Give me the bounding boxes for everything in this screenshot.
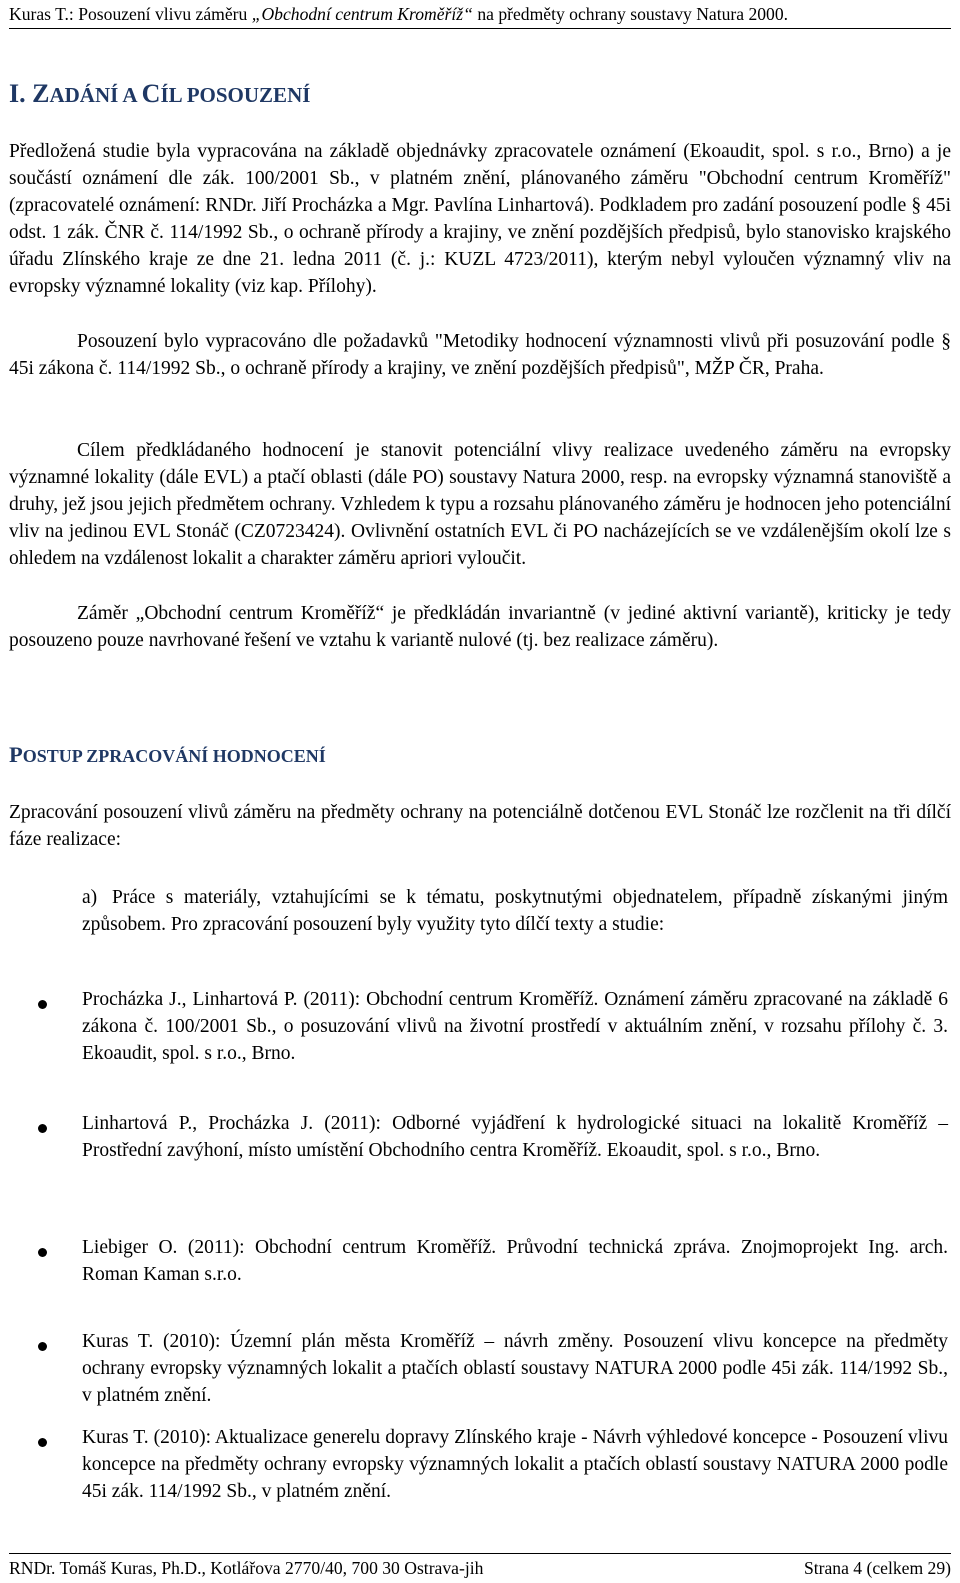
heading-smallcaps: ADÁNÍ A [49, 83, 142, 107]
heading-smallcaps: ÍL POSOUZENÍ [160, 83, 311, 107]
phase-a [82, 884, 948, 938]
paragraph-goal: Cílem předkládaného hodnocení je stanovit potenciální vlivy realizace uvedeného záměru na evropsky významné lokality (dále EVL) a ptačí oblasti (dále PO) soustavy Natura 2000, resp. na evropsky významná stanoviště a druhy, jež jsou jejich předmětem ochrany. Vzhledem k typu a rozsahu plánovaného záměru je hodnocen jeho potenciální vliv na jedinou EVL Stonáč (CZ0723424). Ovlivnění ostatních EVL či PO nacházejících se ve vzdálenějším okolí lze s ohledem na vzdálenost lokalit a charakter záměru apriori vyloučit. [9, 440, 951, 570]
reference-item: Liebiger O. (2011): Obchodní centrum Kroměříž. Průvodní technická zpráva. Znojmoprojekt Ing. arch. Roman Kaman s.r.o. [82, 1237, 948, 1286]
header-suffix: na předměty ochrany soustavy Natura 2000. [472, 4, 789, 24]
phase-a-label: a) [82, 887, 98, 908]
section-heading-1 [9, 76, 310, 113]
bullet-icon [38, 1342, 47, 1351]
paragraph-intro: Předložená studie byla vypracována na základě objednávky zpracovatele oznámení (Ekoaudit, spol. s r.o., Brno) a je součástí oznámení dle zák. 100/2001 Sb., v platném znění, plánovaného záměru "Obchodní centrum Kroměříž" (zpracovatelé oznámení: RNDr. Jiří Procházka a Mgr. Pavlína Linhartová). Podkladem pro zadání posouzení podle § 45i odst. 1 zák. ČNR č. 114/1992 Sb., o ochraně přírody a krajiny, ve znění pozdějších předpisů, bylo stanovisko krajského úřadu Zlínského kraje ze dne 21. ledna 2011 (č. j.: KUZL 4723/2011), kterým nebyl vyloučen významný vliv na evropsky významné lokality (viz kap. Přílohy). [9, 141, 951, 298]
bullet-icon [38, 1124, 47, 1133]
footer-author: RNDr. Tomáš Kuras, Ph.D., Kotlářova 2770/40, 700 30 Ostrava-jih [9, 1558, 484, 1578]
reference-item: Procházka J., Linhartová P. (2011): Obchodní centrum Kroměříž. Oznámení záměru zpracované na základě 6 zákona č. 100/2001 Sb., o posuzování vlivů na životní prostředí v aktuálním znění, v rozsahu přílohy č. 3. Ekoaudit, spol. s r.o., Brno. [82, 989, 948, 1065]
bullet-icon [38, 1438, 47, 1447]
header-project: „Obchodní centrum Kroměříž“ [251, 4, 473, 24]
paragraph-phases-intro: Zpracování posouzení vlivů záměru na předměty ochrany na potenciálně dotčenou EVL Stonáč lze rozčlenit na tři dílčí fáze realizace: [9, 802, 951, 851]
footer-rule [9, 1553, 951, 1554]
reference-item: Linhartová P., Procházka J. (2011): Odborné vyjádření k hydrologické situaci na lokalitě Kroměříž – Prostřední zavýhoní, místo umístění Obchodního centra Kroměříž. Ekoaudit, spol. s r.o., Brno. [82, 1113, 948, 1162]
header-prefix: Kuras T.: Posouzení vlivu záměru [9, 4, 252, 24]
heading-smallcaps: OSTUP [22, 746, 87, 766]
paragraph-methodology: Posouzení bylo vypracováno dle požadavků "Metodiky hodnocení významnosti vlivů při posuzování podle § 45i zákona č. 114/1992 Sb., o ochraně přírody a krajiny, ve znění pozdějších předpisů", MŽP ČR, Praha. [9, 331, 951, 380]
paragraph-variant: Záměr „Obchodní centrum Kroměříž“ je předkládán invariantně (v jediné aktivní variantě), kriticky je tedy posouzeno pouze navrhované řešení ve vztahu k variantě nulové (tj. bez realizace záměru). [9, 603, 951, 652]
footer-page-number: Strana 4 (celkem 29) [803, 1558, 951, 1578]
reference-item: Kuras T. (2010): Aktualizace generelu dopravy Zlínského kraje - Návrh výhledové koncepce - Posouzení vlivu koncepce na předměty ochrany evropsky významných lokalit a ptačích oblastí soustavy NATURA 2000 podle 45i zák. 114/1992 Sb., v platném znění. [82, 1427, 948, 1503]
heading-initial: Z [32, 79, 50, 108]
bullet-icon [38, 1000, 47, 1009]
header-rule [9, 28, 951, 29]
bullet-icon [38, 1248, 47, 1257]
reference-item: Kuras T. (2010): Územní plán města Kroměříž – návrh změny. Posouzení vlivu koncepce na předměty ochrany evropsky významných lokalit a ptačích oblastí soustavy NATURA 2000 podle 45i zák. 114/1992 Sb., v platném znění. [82, 1331, 948, 1407]
section-number: I. [9, 79, 33, 108]
heading-initial: P [9, 742, 23, 767]
heading-smallcaps: ZPRACOVÁNÍ HODNOCENÍ [86, 746, 326, 766]
section-heading-2 [9, 740, 326, 771]
heading-initial: C [141, 79, 161, 108]
running-header [9, 3, 951, 25]
phase-a-text: Práce s materiály, vztahujícími se k tématu, poskytnutými objednatelem, případně získanými jiným způsobem. Pro zpracování posouzení byly využity tyto dílčí texty a studie: [82, 887, 948, 936]
